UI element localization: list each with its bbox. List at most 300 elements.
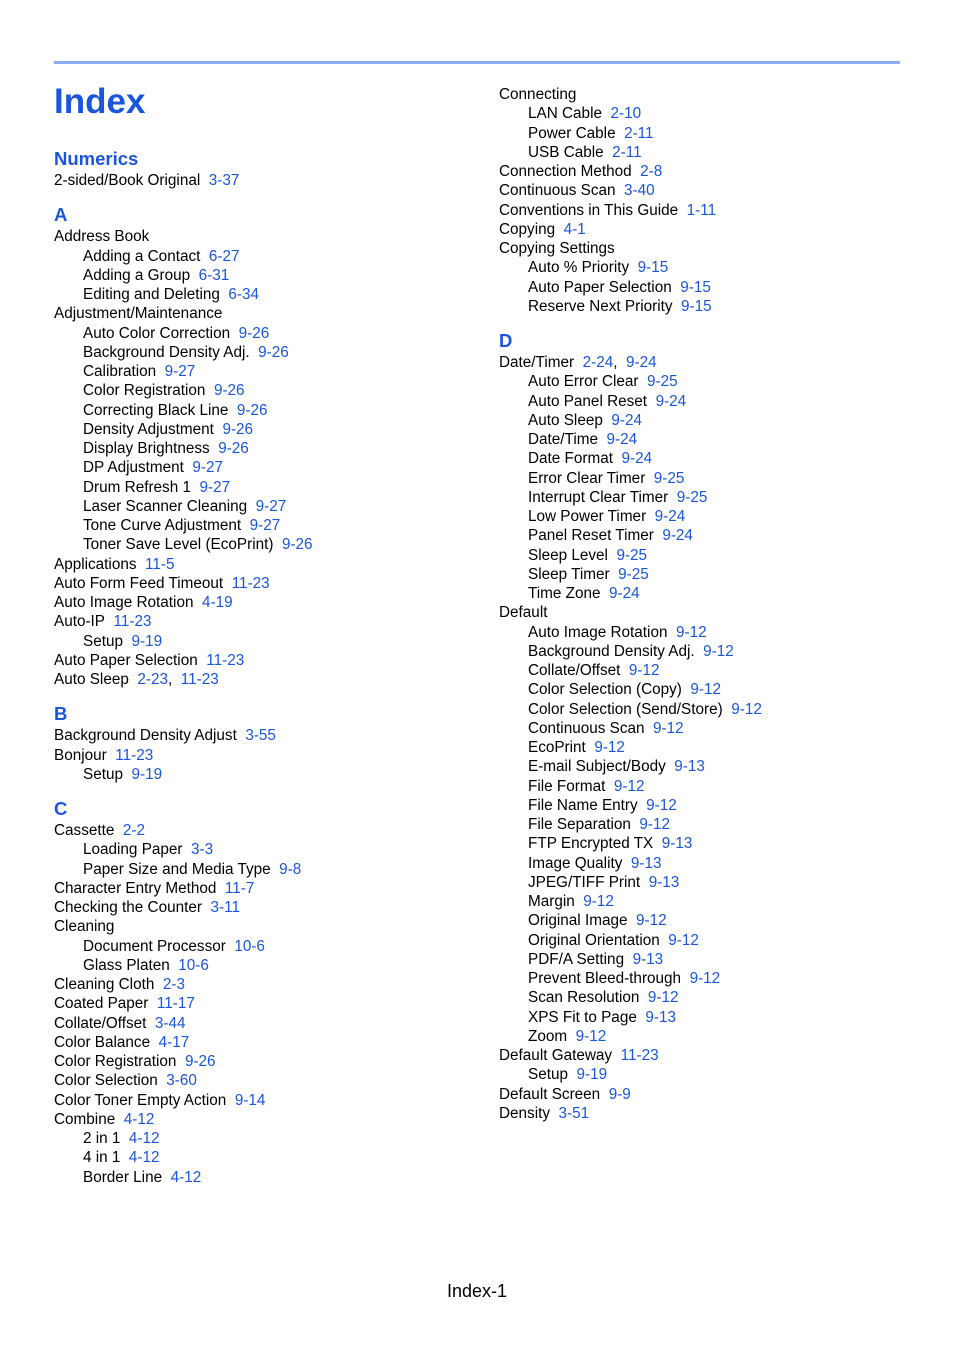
index-subentry [499, 507, 919, 526]
index-term: Combine [54, 1110, 116, 1128]
index-term: Auto-IP [54, 613, 106, 631]
page-reference-link[interactable]: 9-13 [648, 873, 680, 891]
page-reference-link[interactable]: 4-12 [128, 1149, 160, 1167]
index-subentry [499, 950, 919, 969]
index-term: Glass Platen [83, 956, 170, 974]
index-term: E-mail Subject/Body [528, 758, 666, 776]
index-term: Setup [528, 1066, 568, 1084]
page-reference-link[interactable]: 4-12 [123, 1110, 155, 1128]
index-section-heading: D [499, 330, 513, 351]
index-subentry [54, 840, 474, 859]
page-reference-link[interactable]: 9-12 [594, 739, 625, 756]
index-term: Coated Paper [54, 995, 149, 1013]
section-gap [54, 689, 474, 702]
index-term: Border Line [83, 1168, 163, 1186]
index-term: Color Selection [54, 1072, 158, 1090]
page-reference-link[interactable]: 9-27 [249, 517, 281, 534]
index-term: USB Cable [528, 143, 604, 161]
index-term: Sleep Level [528, 546, 608, 564]
index-entry [499, 1085, 919, 1104]
index-entry [54, 612, 474, 631]
index-term: Color Registration [54, 1053, 177, 1070]
page-reference-link[interactable]: 9-13 [632, 950, 664, 968]
index-subentry [499, 526, 919, 545]
index-entry [499, 181, 919, 200]
page-reference-link[interactable]: 9-12 [613, 777, 645, 795]
index-subentry [54, 1168, 474, 1187]
index-term: File Separation [528, 816, 631, 833]
index-subentry [499, 372, 919, 391]
page-reference-link[interactable]: 4-19 [201, 594, 233, 611]
index-entry [54, 1052, 474, 1071]
page-reference-link[interactable]: 2-3 [162, 976, 185, 993]
index-term: Copying Settings [499, 240, 615, 257]
index-term: Time Zone [528, 585, 601, 602]
page-reference-link[interactable]: 9-25 [676, 488, 708, 506]
page-reference-link[interactable]: 11-23 [115, 746, 154, 764]
index-subentry [499, 104, 919, 123]
index-entry [54, 821, 474, 840]
page-reference-link[interactable]: 9-27 [192, 459, 224, 477]
index-entry [499, 239, 919, 258]
index-entry [499, 85, 919, 104]
index-column-right [499, 85, 919, 1123]
index-term: Power Cable [528, 124, 616, 142]
page-reference-link[interactable]: 9-26 [222, 420, 254, 438]
index-term: Interrupt Clear Timer [528, 488, 669, 506]
page-reference-link[interactable]: 9-26 [258, 343, 289, 361]
page-reference-link[interactable]: 9-12 [668, 931, 699, 949]
index-term: Density Adjustment [83, 420, 214, 438]
index-term: Auto Form Feed Timeout [54, 574, 224, 592]
index-subentry [499, 430, 919, 449]
index-subentry [499, 680, 919, 699]
index-term: Document Processor [83, 937, 226, 955]
index-column-left [54, 147, 474, 1187]
index-subentry [499, 757, 919, 776]
index-subentry [499, 488, 919, 507]
page-reference-link[interactable]: 9-25 [653, 469, 685, 487]
index-term: Sleep Timer [528, 565, 610, 583]
index-term: Error Clear Timer [528, 469, 646, 487]
index-term: Cleaning [54, 918, 115, 936]
index-subentry [499, 469, 919, 488]
index-term: Loading Paper [83, 841, 183, 859]
page-reference-link[interactable]: 9-26 [238, 324, 270, 342]
page-reference-link[interactable]: 11-17 [156, 995, 195, 1013]
page-reference-link[interactable]: 2-10 [610, 105, 642, 123]
index-term: Color Balance [54, 1033, 151, 1051]
page-reference-link[interactable]: 9-24 [655, 392, 687, 410]
index-term: Connecting [499, 86, 577, 103]
index-term: Laser Scanner Cleaning [83, 497, 248, 515]
index-subentry [499, 258, 919, 277]
index-term: Setup [83, 765, 123, 783]
index-entry [499, 220, 919, 239]
index-term: Toner Save Level (EcoPrint) [83, 536, 274, 554]
page-reference-link[interactable]: 9-13 [674, 758, 705, 776]
index-subentry [499, 623, 919, 642]
index-subentry [54, 285, 474, 304]
index-term: Density [499, 1104, 551, 1122]
index-subentry [54, 535, 474, 554]
index-subentry [54, 497, 474, 516]
index-term: Character Entry Method [54, 879, 217, 897]
page-reference-link[interactable]: 4-12 [170, 1168, 202, 1186]
index-term: File Name Entry [528, 796, 638, 814]
index-term: Paper Size and Media Type [83, 860, 271, 878]
index-subentry [54, 458, 474, 477]
page-reference-link[interactable]: 2-2 [122, 822, 145, 839]
index-term: Date/Timer [499, 354, 575, 371]
index-subentry [54, 1148, 474, 1167]
index-term: Conventions in This Guide [499, 201, 679, 219]
index-subentry [499, 449, 919, 468]
index-term: Setup [83, 632, 123, 650]
index-term: Color Selection (Send/Store) [528, 700, 723, 718]
index-term: Color Selection (Copy) [528, 681, 682, 699]
page-reference-link[interactable]: 2-23 [137, 671, 168, 688]
index-entry [54, 1091, 474, 1110]
page-reference-link[interactable]: 9-24 [654, 508, 686, 525]
index-subentry [499, 143, 919, 162]
page-reference-link[interactable]: 3-37 [208, 172, 240, 189]
index-subentry [499, 815, 919, 834]
index-term: Tone Curve Adjustment [83, 517, 242, 534]
page-reference-link[interactable]: 9-24 [609, 585, 640, 602]
index-term: Reserve Next Priority [528, 297, 673, 315]
index-subentry [499, 931, 919, 950]
index-subentry [54, 516, 474, 535]
index-subentry [54, 1129, 474, 1148]
index-term: Background Density Adj. [528, 642, 695, 660]
ref-separator: , [613, 354, 618, 371]
index-entry [54, 746, 474, 765]
page-reference-link[interactable]: 9-27 [164, 363, 196, 380]
index-term: Auto Color Correction [83, 324, 231, 342]
index-subentry [499, 1008, 919, 1027]
page-reference-link[interactable]: 9-15 [681, 297, 712, 315]
index-term: Adjustment/Maintenance [54, 305, 223, 323]
page-reference-link[interactable]: 6-31 [198, 266, 230, 284]
index-subentry [499, 392, 919, 411]
index-entry [54, 574, 474, 593]
page-reference-link[interactable]: 11-23 [113, 613, 152, 631]
index-section-heading: C [54, 798, 68, 819]
index-entry [54, 1110, 474, 1129]
index-term: Default Gateway [499, 1047, 613, 1064]
page-reference-link[interactable]: 9-26 [236, 401, 268, 419]
page-reference-link[interactable]: 9-25 [618, 565, 649, 583]
index-term: Copying [499, 220, 556, 238]
index-entry [54, 651, 474, 670]
index-term: Applications [54, 555, 137, 573]
index-term: Date/Time [528, 431, 598, 448]
index-term: Auto Paper Selection [54, 651, 198, 669]
page-reference-link[interactable]: 3-51 [558, 1104, 590, 1122]
page-reference-link[interactable]: 9-12 [639, 816, 671, 833]
index-entry [54, 917, 474, 936]
index-subentry [499, 297, 919, 316]
index-term: EcoPrint [528, 739, 586, 756]
index-term: XPS Fit to Page [528, 1008, 637, 1026]
section-gap [54, 784, 474, 797]
index-entry [499, 201, 919, 220]
index-term: Original Image [528, 912, 628, 930]
page-reference-link[interactable]: 3-40 [624, 182, 655, 200]
index-term: Zoom [528, 1027, 568, 1045]
page-reference-link[interactable]: 9-15 [637, 259, 669, 277]
page-reference-link[interactable]: 9-12 [583, 893, 614, 910]
index-term: Adding a Contact [83, 247, 201, 265]
page-reference-link[interactable]: 9-26 [184, 1053, 216, 1070]
index-term: Background Density Adj. [83, 343, 250, 361]
index-term: Auto Image Rotation [54, 594, 194, 611]
index-entry [54, 670, 474, 689]
index-term: PDF/A Setting [528, 950, 625, 968]
index-term: Calibration [83, 363, 157, 380]
index-subentry [499, 969, 919, 988]
index-entry [499, 353, 919, 372]
index-term: Background Density Adjust [54, 727, 237, 745]
index-term: Bonjour [54, 746, 107, 764]
page-reference-link[interactable]: 9-13 [630, 854, 662, 872]
index-subentry [54, 401, 474, 420]
index-subentry [499, 892, 919, 911]
index-term: Adding a Group [83, 266, 191, 284]
index-term: Cleaning Cloth [54, 976, 155, 993]
page-reference-link[interactable]: 6-34 [228, 286, 260, 303]
index-section-heading: Numerics [54, 148, 139, 169]
page-reference-link[interactable]: 9-27 [255, 497, 287, 515]
index-term: Cassette [54, 822, 115, 839]
page-reference-link[interactable]: 2-11 [624, 124, 654, 142]
index-term: JPEG/TIFF Print [528, 873, 641, 891]
page-reference-link[interactable]: 9-26 [213, 382, 245, 400]
page-reference-link[interactable]: 9-19 [576, 1066, 608, 1084]
index-subentry [499, 988, 919, 1007]
index-subentry [54, 381, 474, 400]
index-term: Scan Resolution [528, 989, 640, 1007]
page-reference-link[interactable]: 9-27 [199, 478, 231, 496]
page-reference-link[interactable]: 3-11 [210, 899, 240, 916]
index-entry [54, 726, 474, 745]
index-entry [54, 593, 474, 612]
index-entry [54, 879, 474, 898]
index-term: 4 in 1 [83, 1149, 121, 1167]
page-reference-link[interactable]: 9-25 [616, 546, 648, 564]
section-gap [499, 316, 919, 329]
index-term: Default [499, 604, 548, 622]
index-term: Image Quality [528, 854, 623, 872]
index-term: Date Format [528, 450, 614, 468]
index-subentry [54, 937, 474, 956]
page-reference-link[interactable]: 9-24 [621, 450, 653, 468]
index-term: Collate/Offset [54, 1014, 147, 1032]
page-reference-link[interactable]: 3-44 [154, 1014, 186, 1032]
index-subentry [499, 565, 919, 584]
page-reference-link[interactable]: 11-23 [620, 1047, 659, 1064]
index-term: FTP Encrypted TX [528, 835, 654, 853]
index-subentry [499, 873, 919, 892]
page-reference-link[interactable]: 9-12 [628, 662, 660, 679]
ref-separator: , [167, 671, 173, 688]
index-subentry [499, 411, 919, 430]
index-subentry [54, 324, 474, 343]
index-subentry [499, 278, 919, 297]
index-term: Continuous Scan [499, 182, 616, 200]
page-reference-link[interactable]: 9-24 [625, 354, 657, 371]
index-term: 2-sided/Book Original [54, 172, 201, 189]
page-reference-link[interactable]: 2-24 [582, 354, 614, 371]
index-subentry [54, 439, 474, 458]
page-reference-link[interactable]: 9-9 [608, 1085, 631, 1103]
page-reference-link[interactable]: 2-8 [640, 163, 663, 180]
index-subentry [499, 719, 919, 738]
page-reference-link[interactable]: 9-13 [661, 835, 693, 853]
index-term: Auto Sleep [528, 411, 603, 429]
index-entry [499, 162, 919, 181]
index-subentry [54, 266, 474, 285]
index-term: Original Orientation [528, 931, 660, 949]
page-reference-link[interactable]: 9-19 [131, 632, 163, 650]
index-subentry [499, 642, 919, 661]
index-subentry [54, 247, 474, 266]
page-reference-link[interactable]: 9-12 [703, 642, 734, 660]
page-reference-link[interactable]: 9-12 [575, 1027, 607, 1045]
index-term: Collate/Offset [528, 662, 621, 679]
page-reference-link[interactable]: 11-5 [144, 555, 175, 573]
index-subentry [499, 796, 919, 815]
index-term: LAN Cable [528, 105, 602, 123]
page-reference-link[interactable]: 9-14 [234, 1091, 266, 1109]
index-subentry [499, 911, 919, 930]
page-reference-link[interactable]: 11-23 [231, 574, 270, 592]
page-reference-link[interactable]: 2-11 [612, 143, 642, 161]
page-reference-link[interactable]: 9-26 [281, 536, 313, 554]
page-number: Index-1 [446, 1281, 508, 1301]
index-subentry [499, 1027, 919, 1046]
page-reference-link[interactable]: 3-60 [166, 1072, 197, 1090]
index-term: Panel Reset Timer [528, 527, 654, 545]
page-reference-link[interactable]: 9-12 [731, 700, 762, 718]
index-entry [54, 1071, 474, 1090]
index-term: Drum Refresh 1 [83, 478, 191, 496]
index-term: Auto Sleep [54, 671, 129, 688]
index-subentry [54, 956, 474, 975]
page-reference-link[interactable]: 9-26 [218, 440, 249, 457]
index-subentry [54, 343, 474, 362]
page-reference-link[interactable]: 9-12 [635, 912, 667, 930]
index-term: Auto Panel Reset [528, 392, 648, 410]
page-reference-link[interactable]: 3-55 [245, 727, 276, 745]
index-term: Low Power Timer [528, 508, 647, 525]
page-reference-link[interactable]: 9-24 [606, 431, 638, 448]
page-reference-link[interactable]: 9-19 [131, 765, 163, 783]
page-reference-link[interactable]: 9-12 [647, 989, 679, 1007]
page-reference-link[interactable]: 10-6 [178, 956, 209, 974]
page-reference-link[interactable]: 9-12 [675, 623, 707, 641]
index-entry [54, 994, 474, 1013]
index-entry [54, 555, 474, 574]
section-gap [54, 190, 474, 203]
index-subentry [499, 1065, 919, 1084]
index-term: Display Brightness [83, 440, 210, 457]
index-subentry [54, 478, 474, 497]
index-subentry [499, 854, 919, 873]
index-term: Address Book [54, 228, 150, 246]
index-subentry [54, 362, 474, 381]
page-reference-link[interactable]: 10-6 [234, 937, 265, 955]
page-reference-link[interactable]: 9-25 [647, 373, 678, 391]
index-entry [54, 898, 474, 917]
page-reference-link[interactable]: 3-3 [191, 841, 214, 859]
page-reference-link[interactable]: 9-12 [689, 970, 721, 987]
index-subentry [499, 546, 919, 565]
page-reference-link[interactable]: 9-24 [662, 527, 693, 545]
page-reference-link[interactable]: 4-1 [563, 220, 586, 238]
page-reference-link[interactable]: 9-12 [690, 681, 722, 699]
index-subentry [499, 661, 919, 680]
page-reference-link[interactable]: 11-7 [224, 879, 255, 897]
page-reference-link[interactable]: 9-13 [645, 1008, 676, 1026]
index-subentry [499, 124, 919, 143]
page-reference-link[interactable]: 6-27 [208, 247, 240, 265]
index-term: Continuous Scan [528, 719, 645, 737]
index-term: Auto Image Rotation [528, 623, 668, 641]
index-term: Connection Method [499, 163, 632, 180]
page-reference-link[interactable]: 9-12 [646, 796, 677, 814]
index-entry [499, 1046, 919, 1065]
page-reference-link[interactable]: 9-8 [279, 860, 302, 878]
index-subentry [54, 860, 474, 879]
page-reference-link[interactable]: 11-23 [206, 651, 245, 669]
index-entry [54, 975, 474, 994]
index-subentry [499, 834, 919, 853]
page-reference-link[interactable]: 9-24 [611, 411, 642, 429]
index-term: Color Registration [83, 382, 206, 400]
index-term: Auto Error Clear [528, 373, 639, 391]
index-term: Correcting Black Line [83, 401, 229, 419]
index-term: Editing and Deleting [83, 286, 220, 303]
index-subentry [499, 700, 919, 719]
index-term: 2 in 1 [83, 1130, 121, 1147]
index-entry [54, 171, 474, 190]
page-reference-link[interactable]: 9-15 [680, 278, 711, 296]
index-term: Auto % Priority [528, 259, 630, 277]
index-entry [499, 603, 919, 622]
index-entry [54, 1033, 474, 1052]
page-reference-link[interactable]: 9-12 [653, 719, 684, 737]
page-reference-link[interactable]: 4-12 [128, 1130, 160, 1147]
index-entry [54, 227, 474, 246]
page-reference-link[interactable]: 1-11 [686, 201, 717, 219]
index-term: Margin [528, 893, 575, 910]
page-title: Index [54, 82, 146, 121]
index-subentry [499, 584, 919, 603]
index-term: Color Toner Empty Action [54, 1091, 227, 1109]
index-term: File Format [528, 777, 606, 795]
index-entry [54, 304, 474, 323]
index-term: Default Screen [499, 1085, 601, 1103]
page-reference-link[interactable]: 4-17 [158, 1033, 190, 1051]
index-term: Checking the Counter [54, 899, 202, 916]
index-section-heading: B [54, 703, 68, 725]
page-reference-link[interactable]: 11-23 [180, 671, 219, 688]
index-subentry [54, 632, 474, 651]
index-term: Auto Paper Selection [528, 278, 672, 296]
index-subentry [54, 765, 474, 784]
